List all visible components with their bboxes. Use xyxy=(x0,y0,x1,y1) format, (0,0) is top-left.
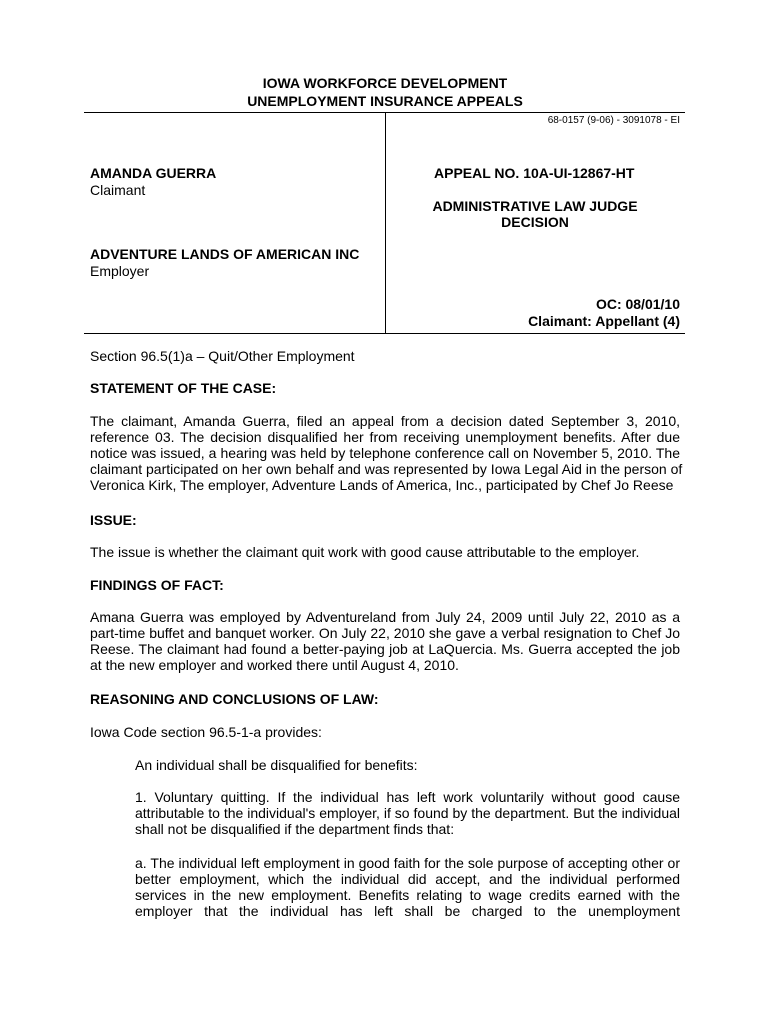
oc-date: OC: 08/01/10 xyxy=(595,296,680,312)
quote-line: 1. Voluntary quitting. If the individual has left work voluntarily without good cause xyxy=(135,789,680,805)
quote-subsection-a xyxy=(135,855,680,919)
agency-division: UNEMPLOYMENT INSURANCE APPEALS xyxy=(247,93,523,109)
claimant-status: Claimant: Appellant (4) xyxy=(528,313,680,329)
decision-title-line1: ADMINISTRATIVE LAW JUDGE xyxy=(432,198,638,214)
statement-line: claimant participated on her own behalf and was represented by Iowa Legal Aid in the person of xyxy=(90,461,683,477)
issue-text: The issue is whether the claimant quit work with good cause attributable to the employer. xyxy=(90,544,640,560)
quote-line: shall not be disqualified if the department finds that: xyxy=(135,821,455,837)
claimant-name: AMANDA GUERRA xyxy=(90,165,217,181)
findings-line: at the new employer and worked there until August 4, 2010. xyxy=(90,657,459,673)
reasoning-intro: Iowa Code section 96.5-1-a provides: xyxy=(90,724,322,740)
findings-line: Reese. The claimant had found a better-paying job at LaQuercia. Ms. Guerra accepted the job xyxy=(90,641,680,657)
appeal-number: APPEAL NO. 10A-UI-12867-HT xyxy=(434,165,635,181)
quote-line: better employment, which the individual did accept, and the individual performed xyxy=(135,871,680,887)
findings-line: part-time buffet and banquet worker. On July 22, 2010 she gave a verbal resignation to Chef Jo xyxy=(90,625,680,641)
decision-title-line2: DECISION xyxy=(501,214,569,230)
employer-name: ADVENTURE LANDS OF AMERICAN INC xyxy=(90,246,360,262)
reasoning-heading: REASONING AND CONCLUSIONS OF LAW: xyxy=(90,691,379,707)
statement-line: notice was issued, a hearing was held by telephone conference call on November 5, 2010. The xyxy=(90,445,680,461)
section-reference: Section 96.5(1)a – Quit/Other Employment xyxy=(90,348,355,364)
caption-vertical-divider xyxy=(385,113,386,334)
employer-role: Employer xyxy=(90,263,150,279)
statement-line: Veronica Kirk, The employer, Adventure Lands of America, Inc., participated by Chef Jo Reese xyxy=(90,477,674,493)
findings-paragraph xyxy=(90,609,680,673)
quote-line: services in the new employment. Benefits relating to wage credits earned with the xyxy=(135,887,680,903)
statement-heading: STATEMENT OF THE CASE: xyxy=(90,380,277,396)
quote-line: attributable to the individual's employer, if so found by the department. But the individual xyxy=(135,805,680,821)
findings-heading: FINDINGS OF FACT: xyxy=(90,577,224,593)
issue-heading: ISSUE: xyxy=(90,512,137,528)
quote-intro: An individual shall be disqualified for benefits: xyxy=(135,757,418,773)
statement-line: The claimant, Amanda Guerra, filed an appeal from a decision dated September 3, 2010, xyxy=(90,413,680,429)
statement-paragraph xyxy=(90,413,683,493)
findings-line: Amana Guerra was employed by Adventureland from July 24, 2009 until July 22, 2010 as a xyxy=(90,609,680,625)
caption-bottom-line xyxy=(84,333,685,334)
agency-name: IOWA WORKFORCE DEVELOPMENT xyxy=(262,75,508,91)
form-number: 68-0157 (9-06) - 3091078 - EI xyxy=(547,115,680,126)
statement-line: reference 03. The decision disqualified her from receiving unemployment benefits. After due xyxy=(90,429,680,445)
quote-line: employer that the individual has left shall be charged to the unemployment xyxy=(135,903,680,919)
quote-voluntary-quitting xyxy=(135,789,680,837)
claimant-role: Claimant xyxy=(90,182,146,198)
quote-line: a. The individual left employment in good faith for the sole purpose of accepting other or xyxy=(135,855,680,871)
